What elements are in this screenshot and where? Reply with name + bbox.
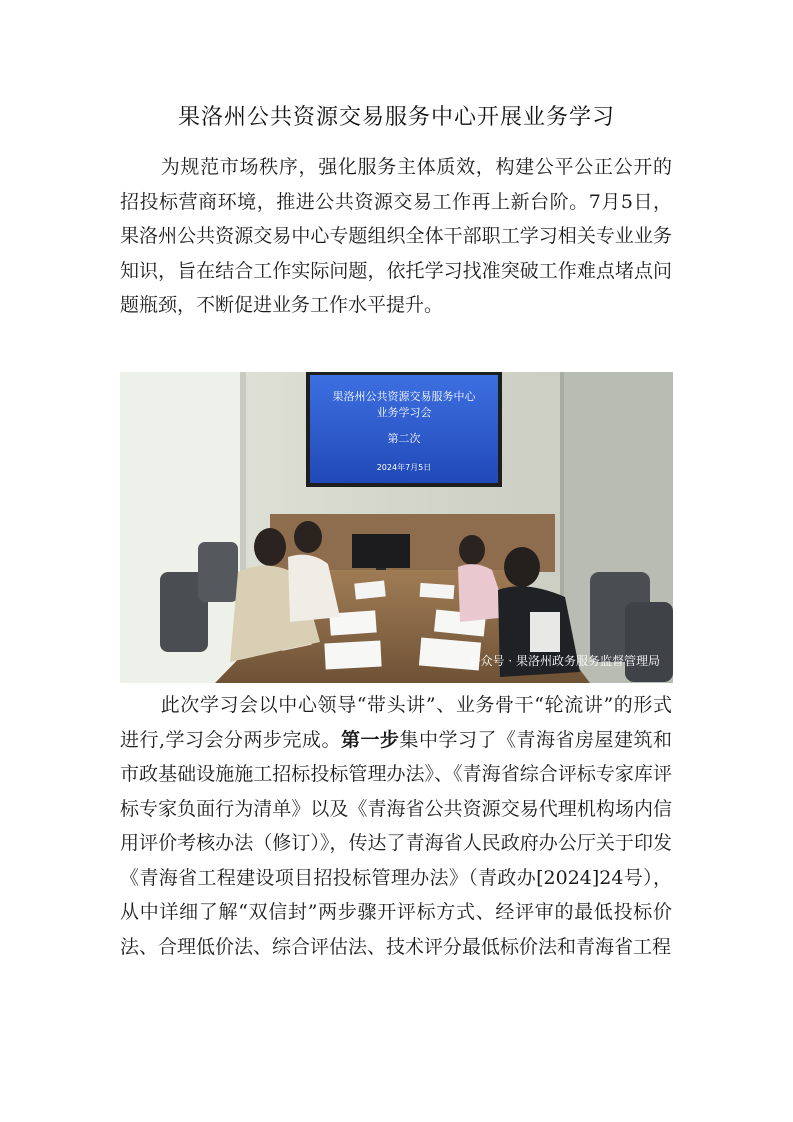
paragraph-study-bold: 第一步 bbox=[341, 728, 400, 751]
paragraph-study bbox=[120, 688, 672, 964]
paragraph-study-text-b: 集中学习了《青海省房屋建筑和市政基础设施施工招标投标管理办法》、《青海省综合评标专家库评标专家负面行为清单》以及《青海省公共资源交易代理机构场内信用评价考核办法（修订）》，传达了青海省人民政府办公厅关于印发《青海省工程建设项目招投标管理办法》（青政办[2024]24号），从中详细了解“双信封”两步骤开评标方式、经评审的最低投标价法、合理低价法、综合评估法、技术评分最低标价法和青海省工程 bbox=[120, 728, 672, 958]
person-head bbox=[254, 528, 286, 566]
screen-line-3: 第二次 bbox=[387, 432, 421, 445]
paragraph-intro bbox=[120, 150, 672, 323]
screen-line-2: 业务学习会 bbox=[376, 406, 432, 419]
meeting-photo bbox=[120, 372, 673, 683]
photo-watermark: 公众号 · 果洛州政务服务监督管理局 bbox=[468, 654, 660, 668]
article-title: 果洛州公共资源交易服务中心开展业务学习 bbox=[177, 105, 615, 130]
screen-date: 2024年7月5日 bbox=[376, 463, 432, 472]
paragraph-intro-text: 为规范市场秩序，强化服务主体质效，构建公平公正公开的招投标营商环境，推进公共资源交易工作再上新台阶。7月5日，果洛州公共资源交易中心专题组织全体干部职工学习相关专业业务知识，旨在结合工作实际问题，依托学习找准突破工作难点堵点问题瓶颈，不断促进业务工作水平提升。 bbox=[120, 156, 672, 316]
paragraph-study-text-a: 此次学习会以中心领导“带头讲”、业务骨干“轮流讲”的形式进行,学习会分两步完成。 bbox=[120, 694, 672, 751]
meeting-photo-illustration bbox=[120, 372, 673, 683]
paper bbox=[354, 580, 386, 599]
monitor bbox=[352, 534, 410, 568]
screen-line-1: 果洛州公共资源交易服务中心 bbox=[332, 390, 476, 403]
